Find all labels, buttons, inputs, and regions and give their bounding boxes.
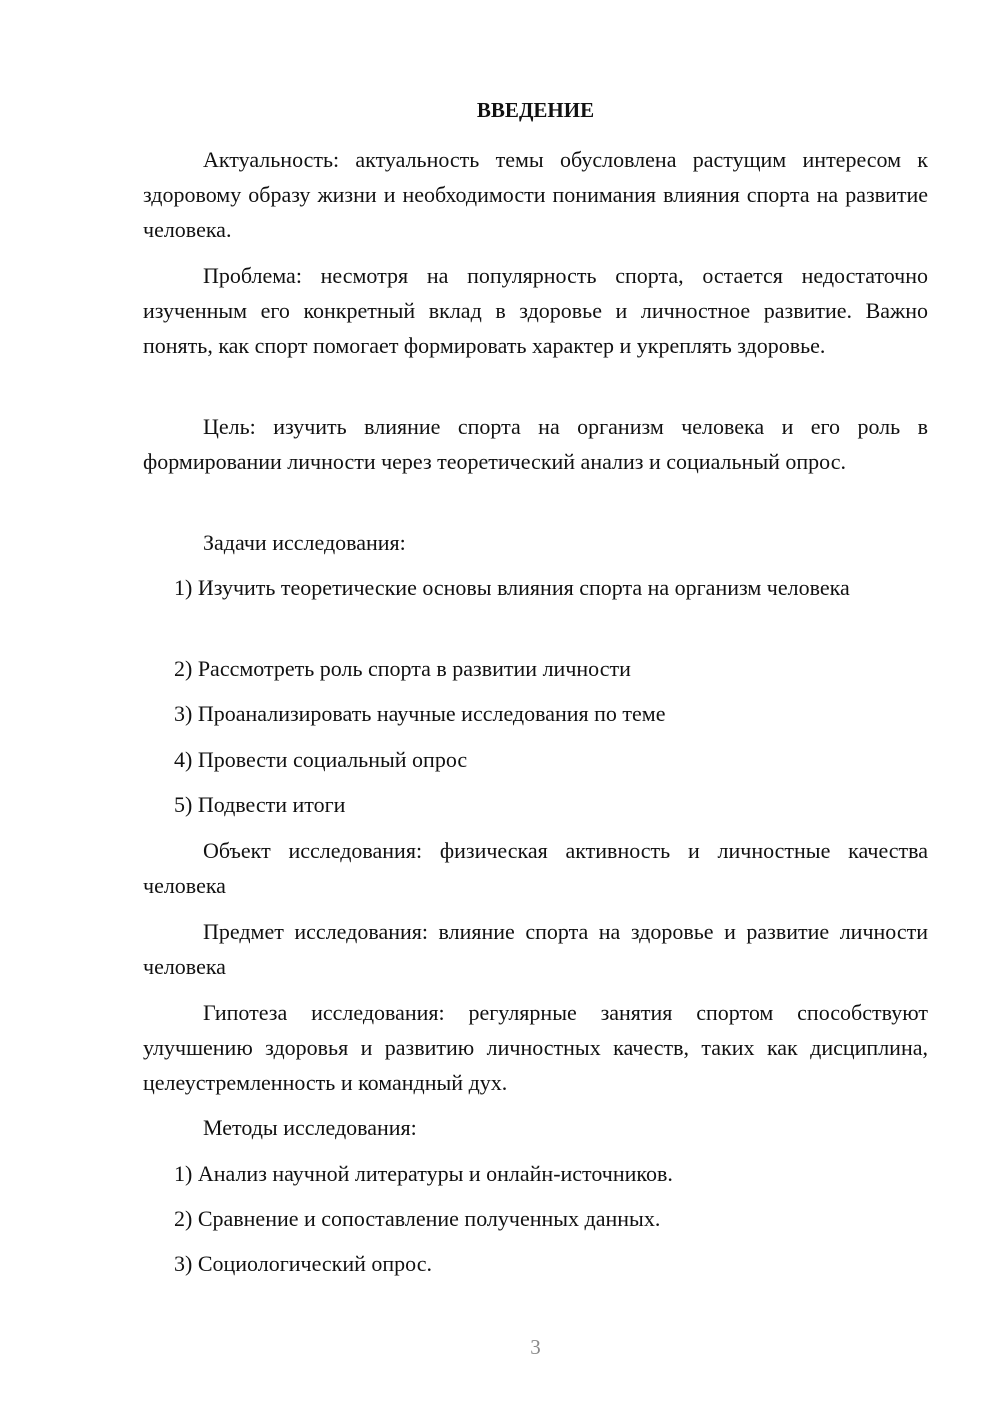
method-item: 3) Социологический опрос. (174, 1251, 432, 1276)
task-item: 4) Провести социальный опрос (174, 747, 468, 772)
subject-paragraph: Предмет исследования: влияние спорта на здоровье и развитие личности человека (143, 919, 928, 979)
hypothesis-paragraph: Гипотеза исследования: регулярные занятия спортом способствуют улучшению здоровья и развитию личностных качеств, таких как дисциплина, целеустремленность и командный дух. (143, 1000, 928, 1095)
problem-paragraph: Проблема: несмотря на популярность спорта, остается недостаточно изученным его конкретный вклад в здоровье и личностное развитие. Важно понять, как спорт помогает формировать характер и укреплять здоровье. (143, 263, 928, 358)
goal-paragraph: Цель: изучить влияние спорта на организм человека и его роль в формировании личности через теоретический анализ и социальный опрос. (143, 414, 928, 474)
page-number: 3 (530, 1335, 541, 1359)
relevance-paragraph: Актуальность: актуальность темы обусловлена растущим интересом к здоровому образу жизни и необходимости понимания влияния спорта на развитие человека. (143, 147, 928, 242)
task-item: 3) Проанализировать научные исследования по теме (174, 701, 666, 726)
section-title: ВВЕДЕНИЕ (476, 98, 595, 122)
document-page (143, 0, 928, 1414)
method-item: 1) Анализ научной литературы и онлайн-источников. (174, 1161, 673, 1186)
task-item: 2) Рассмотреть роль спорта в развитии личности (174, 656, 631, 681)
task-item: 5) Подвести итоги (174, 792, 346, 817)
task-item: 1) Изучить теоретические основы влияния спорта на организм человека (174, 575, 850, 600)
object-paragraph: Объект исследования: физическая активность и личностные качества человека (143, 838, 928, 898)
method-item: 2) Сравнение и сопоставление полученных данных. (174, 1206, 661, 1231)
tasks-heading: Задачи исследования: (203, 530, 406, 555)
methods-heading: Методы исследования: (203, 1115, 417, 1140)
